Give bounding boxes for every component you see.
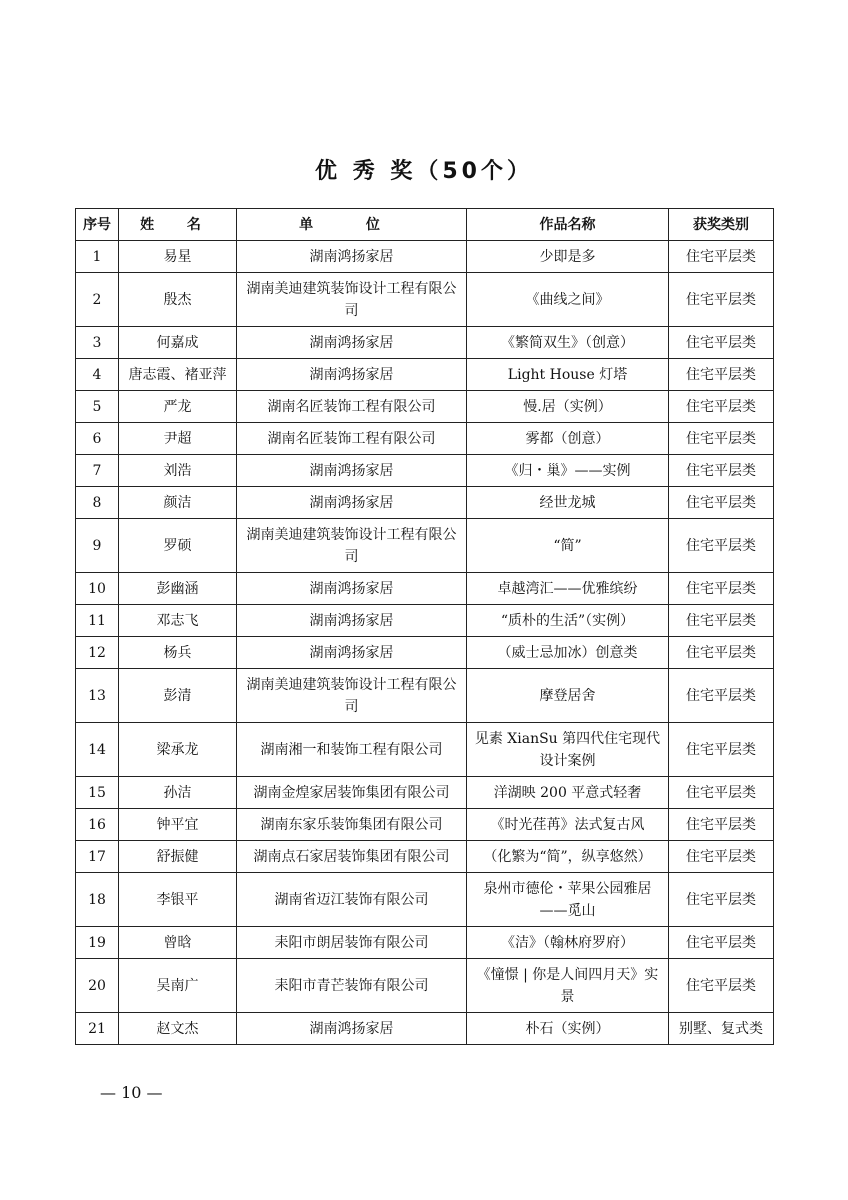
cell-no: 13 [76,669,119,723]
cell-no: 11 [76,605,119,637]
cell-no: 20 [76,959,119,1013]
cell-work: 慢.居（实例） [467,391,669,423]
cell-category: 住宅平层类 [669,455,774,487]
cell-category: 住宅平层类 [669,637,774,669]
table-row [76,841,774,873]
cell-no: 7 [76,455,119,487]
awards-table [75,208,774,1045]
table-header-row [76,209,774,241]
table-row [76,487,774,519]
cell-name: 殷杰 [119,273,237,327]
cell-no: 1 [76,241,119,273]
table-row [76,605,774,637]
table-row [76,327,774,359]
cell-name: 唐志霞、褚亚萍 [119,359,237,391]
cell-work: （化繁为“简”，纵享悠然） [467,841,669,873]
cell-name: 罗硕 [119,519,237,573]
cell-work: “简” [467,519,669,573]
cell-work: 《洁》（翰林府罗府） [467,927,669,959]
cell-no: 14 [76,723,119,777]
cell-category: 住宅平层类 [669,359,774,391]
cell-work: 朴石（实例） [467,1013,669,1045]
cell-name: 刘浩 [119,455,237,487]
table-row [76,573,774,605]
cell-unit: 湖南鸿扬家居 [237,573,467,605]
table-row [76,669,774,723]
cell-category: 住宅平层类 [669,777,774,809]
cell-category: 住宅平层类 [669,423,774,455]
cell-work: Light House 灯塔 [467,359,669,391]
cell-no: 21 [76,1013,119,1045]
cell-unit: 湖南鸿扬家居 [237,637,467,669]
cell-name: 梁承龙 [119,723,237,777]
cell-work: 《曲线之间》 [467,273,669,327]
cell-no: 17 [76,841,119,873]
cell-category: 住宅平层类 [669,519,774,573]
table-row [76,777,774,809]
cell-work: 《时光荏苒》法式复古风 [467,809,669,841]
header-category: 获奖类别 [669,209,774,241]
cell-work: “质朴的生活”（实例） [467,605,669,637]
cell-category: 别墅、复式类 [669,1013,774,1045]
cell-category: 住宅平层类 [669,809,774,841]
cell-unit: 湖南湘一和装饰工程有限公司 [237,723,467,777]
cell-no: 5 [76,391,119,423]
cell-unit: 湖南名匠装饰工程有限公司 [237,423,467,455]
cell-category: 住宅平层类 [669,723,774,777]
table-row [76,927,774,959]
cell-work: 《归・巢》——实例 [467,455,669,487]
cell-unit: 湖南点石家居装饰集团有限公司 [237,841,467,873]
cell-name: 彭幽涵 [119,573,237,605]
cell-name: 舒振健 [119,841,237,873]
cell-no: 16 [76,809,119,841]
table-row [76,723,774,777]
cell-unit: 湖南鸿扬家居 [237,487,467,519]
table-row [76,959,774,1013]
cell-no: 18 [76,873,119,927]
cell-category: 住宅平层类 [669,273,774,327]
table-row [76,423,774,455]
cell-no: 10 [76,573,119,605]
cell-unit: 湖南鸿扬家居 [237,241,467,273]
cell-no: 6 [76,423,119,455]
cell-category: 住宅平层类 [669,959,774,1013]
cell-work: 《憧憬 | 你是人间四月天》实景 [467,959,669,1013]
cell-work: 卓越湾汇——优雅缤纷 [467,573,669,605]
cell-unit: 湖南鸿扬家居 [237,359,467,391]
cell-unit: 湖南鸿扬家居 [237,455,467,487]
table-row [76,519,774,573]
cell-category: 住宅平层类 [669,391,774,423]
cell-category: 住宅平层类 [669,873,774,927]
table-row [76,455,774,487]
cell-no: 9 [76,519,119,573]
cell-unit: 湖南美迪建筑装饰设计工程有限公司 [237,669,467,723]
cell-name: 曾晗 [119,927,237,959]
table-row [76,873,774,927]
cell-unit: 湖南鸿扬家居 [237,605,467,637]
cell-unit: 耒阳市青芒装饰有限公司 [237,959,467,1013]
cell-category: 住宅平层类 [669,487,774,519]
cell-work: （威士忌加冰）创意类 [467,637,669,669]
table-row [76,241,774,273]
cell-name: 李银平 [119,873,237,927]
cell-name: 杨兵 [119,637,237,669]
cell-unit: 耒阳市朗居装饰有限公司 [237,927,467,959]
table-row [76,1013,774,1045]
cell-category: 住宅平层类 [669,669,774,723]
cell-work: 洋湖映 200 平意式轻奢 [467,777,669,809]
cell-unit: 湖南美迪建筑装饰设计工程有限公司 [237,273,467,327]
cell-name: 尹超 [119,423,237,455]
cell-work: 雾都（创意） [467,423,669,455]
cell-no: 4 [76,359,119,391]
table-row [76,809,774,841]
cell-name: 易星 [119,241,237,273]
cell-work: 少即是多 [467,241,669,273]
cell-unit: 湖南鸿扬家居 [237,1013,467,1045]
header-unit: 单 位 [237,209,467,241]
cell-work: 摩登居舍 [467,669,669,723]
cell-no: 8 [76,487,119,519]
cell-work: 见素 XianSu 第四代住宅现代设计案例 [467,723,669,777]
cell-work: 经世龙城 [467,487,669,519]
table-row [76,391,774,423]
cell-no: 3 [76,327,119,359]
table-row [76,637,774,669]
cell-unit: 湖南东家乐装饰集团有限公司 [237,809,467,841]
cell-unit: 湖南美迪建筑装饰设计工程有限公司 [237,519,467,573]
cell-category: 住宅平层类 [669,927,774,959]
cell-unit: 湖南名匠装饰工程有限公司 [237,391,467,423]
cell-work: 《繁简双生》（创意） [467,327,669,359]
cell-category: 住宅平层类 [669,841,774,873]
cell-no: 19 [76,927,119,959]
cell-no: 12 [76,637,119,669]
cell-unit: 湖南鸿扬家居 [237,327,467,359]
table-row [76,273,774,327]
cell-unit: 湖南省迈江装饰有限公司 [237,873,467,927]
header-name: 姓 名 [119,209,237,241]
header-no: 序号 [76,209,119,241]
page-number: — 10 — [100,1083,163,1102]
cell-name: 邓志飞 [119,605,237,637]
cell-category: 住宅平层类 [669,327,774,359]
page-title: 优 秀 奖（50个） [315,159,533,184]
cell-name: 吴南广 [119,959,237,1013]
cell-unit: 湖南金煌家居装饰集团有限公司 [237,777,467,809]
header-work: 作品名称 [467,209,669,241]
cell-name: 严龙 [119,391,237,423]
cell-name: 钟平宜 [119,809,237,841]
table-row [76,359,774,391]
cell-category: 住宅平层类 [669,573,774,605]
cell-name: 赵文杰 [119,1013,237,1045]
cell-name: 孙洁 [119,777,237,809]
cell-no: 2 [76,273,119,327]
cell-work: 泉州市德伦・苹果公园雅居——觅山 [467,873,669,927]
cell-category: 住宅平层类 [669,241,774,273]
cell-name: 颜洁 [119,487,237,519]
cell-name: 彭清 [119,669,237,723]
cell-category: 住宅平层类 [669,605,774,637]
cell-name: 何嘉成 [119,327,237,359]
cell-no: 15 [76,777,119,809]
